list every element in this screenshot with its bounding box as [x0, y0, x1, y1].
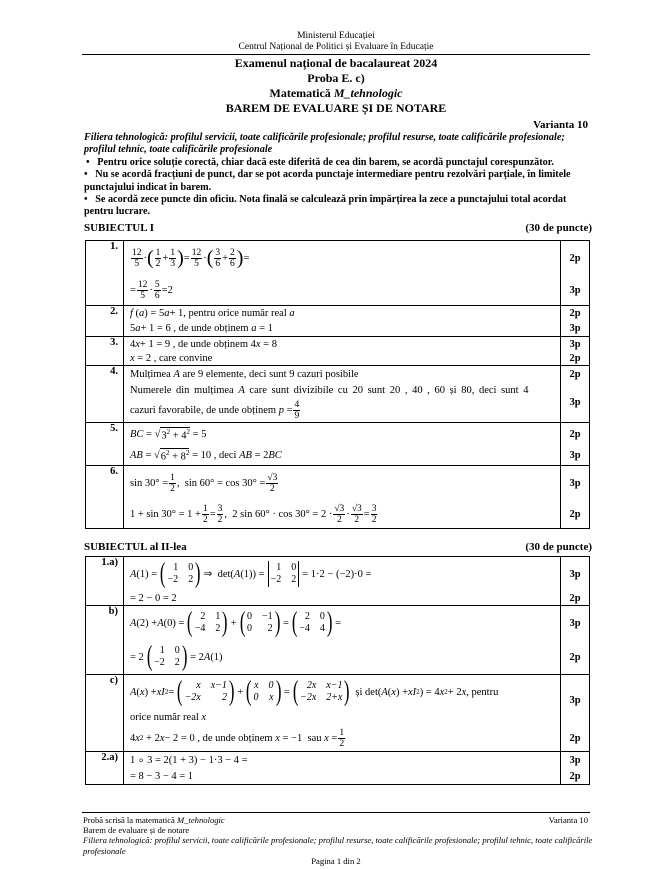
points-value: 2p: [569, 428, 581, 440]
footer-variant: Varianta 10: [548, 815, 588, 825]
item-number: 6.: [86, 466, 124, 529]
points-value: 3p: [569, 568, 581, 580]
points-value: 2p: [569, 252, 581, 264]
points-value: 2p: [569, 368, 581, 380]
subject-prefix: Matematică: [269, 86, 334, 100]
points-cell: [561, 675, 590, 752]
footer-line-2: Barem de evaluare și de notare: [83, 825, 190, 835]
subject-2-points: (30 de puncte): [525, 541, 592, 553]
points-cell: [561, 337, 590, 366]
solution-line: = 2 ( 1 0 −2 2 ) = 2 A (1): [130, 641, 223, 672]
points-cell: [561, 466, 590, 529]
variant-label: Varianta 10: [533, 119, 588, 131]
bullet-3: • Se acordă zece puncte din oficiu. Nota finală se calculează prin împărțirea la zece a punctajului total acordat pentru lucrare.: [84, 194, 567, 218]
item-solution: [124, 606, 561, 675]
solution-line: sin 30° = $\frac{1}{2}$ , sin 60° = cos 30° = $\frac{√3}{2}$: [130, 472, 278, 494]
exam-title: Examenul național de bacalaureat 2024: [234, 56, 438, 70]
points-value: 2p: [569, 352, 581, 364]
table-row: [86, 752, 590, 785]
solution-line: 1 ∘ 3 = 2(1 + 3) − 1·3 − 4 =: [130, 755, 248, 766]
item-solution: [124, 241, 561, 306]
barem-title: BAREM DE EVALUARE ȘI DE NOTARE: [225, 101, 447, 115]
table-row: [86, 306, 590, 337]
table-row: [86, 557, 590, 606]
subject-title: [82, 86, 590, 101]
item-solution: [124, 337, 561, 366]
bullet-2-text: Nu se acordă fracțiuni de punct, dar se pot acorda punctaje intermediare pentru rezolvări parțiale, în limitele punctajului indicat în barem.: [84, 169, 571, 193]
solution-line: AB = √ $6^2 + 8^2$ = 10 , deci AB = 2 BC: [130, 448, 282, 463]
subject-italic: M_tehnologic: [333, 86, 403, 100]
table-row: [86, 366, 590, 423]
item-number: b): [86, 606, 124, 675]
item-number: 4.: [86, 366, 124, 423]
filiera-text: Filiera tehnologică: profilul servicii, toate calificările profesionale; profilul resurse, toate calificările profesionale; profilul tehnic, toate calificările profesionale: [84, 132, 565, 156]
points-value: 3p: [569, 477, 581, 489]
points-value: 3p: [569, 396, 581, 408]
solution-line: = 8 − 3 − 4 = 1: [130, 770, 194, 782]
solution-line: = 2 − 0 = 2: [130, 592, 177, 604]
footer-italic: M_tehnologic: [177, 815, 225, 825]
page-number: Pagina 1 din 2: [311, 856, 361, 866]
solution-line: Numerele din mulțimea A care sunt divizibile cu 20 sunt 20 , 40 , 60 și 80, deci sunt 4: [130, 384, 529, 396]
points-value: 3p: [569, 449, 581, 461]
solution-line: cazuri favorabile, de unde obținem p = $\frac{4}{9}$: [130, 399, 300, 421]
points-value: 3p: [569, 284, 581, 296]
item-solution: [124, 366, 561, 423]
ministry-name: Ministerul Educației: [297, 31, 375, 41]
points-value: 2p: [569, 732, 581, 744]
points-value: 2p: [569, 308, 581, 319]
subject-1-table: [85, 240, 590, 529]
bullet-3-text: Se acordă zece puncte din oficiu. Nota finală se calculează prin împărțirea la zece a punctajului total acordat pentru lucrare.: [84, 194, 567, 218]
table-row: [86, 241, 590, 306]
solution-line: f ( a ) = 5 a + 1, pentru orice număr real a: [130, 308, 295, 319]
item-number: c): [86, 675, 124, 752]
solution-line: BC = √ $3^2 + 4^2$ = 5: [130, 427, 207, 442]
item-number: 2.a): [86, 752, 124, 785]
table-row: [86, 466, 590, 529]
item-solution: [124, 557, 561, 606]
subject-1-points: (30 de puncte): [525, 222, 592, 234]
bullet-1-text: Pentru orice soluție corectă, chiar dacă este diferită de cea din barem, se acordă punctajul corespunzător.: [97, 156, 554, 168]
item-number: 5.: [86, 423, 124, 466]
solution-line: 4 x 2 + 2 x − 2 = 0 , de unde obținem x = −1 sau x = $\frac{1}{2}$: [130, 727, 345, 749]
points-cell: [561, 557, 590, 606]
item-solution: [124, 752, 561, 785]
table-row: [86, 337, 590, 366]
points-value: 2p: [569, 508, 581, 520]
bullet-2: • Nu se acordă fracțiuni de punct, dar se pot acorda punctaje intermediare pentru rezolvări parțiale, în limitele punctajului indicat în barem.: [84, 169, 571, 193]
footer-line-3: Filiera tehnologică: profilul servicii, toate calificările profesionale; profilul resurse, toate calificările profesionale; profilul tehnic, toate calificările profesionale: [83, 835, 593, 856]
points-cell: [561, 306, 590, 337]
points-value: 2p: [569, 651, 581, 663]
header-divider: [82, 54, 590, 55]
table-row: [86, 606, 590, 675]
points-cell: [561, 752, 590, 785]
table-row: [86, 675, 590, 752]
item-solution: [124, 466, 561, 529]
intro-block: [84, 132, 594, 219]
points-value: 3p: [569, 338, 581, 350]
solution-line: x = 2 , care convine: [130, 352, 213, 364]
item-number: 3.: [86, 337, 124, 366]
solution-line: Mulțimea A are 9 elemente, deci sunt 9 cazuri posibile: [130, 368, 359, 380]
solution-line: A (1) = ( 1 0 −2 2 ) ⇒ det( A (1)) = 1 0 −2 2 = 1·2 − (−2)·0 =: [130, 558, 372, 589]
subject-2-table: [85, 556, 590, 785]
item-solution: [124, 423, 561, 466]
points-value: 3p: [569, 323, 581, 334]
bullet-1: • Pentru orice soluție corectă, chiar dacă este diferită de cea din barem, se acordă punctajul corespunzător.: [86, 156, 554, 168]
points-cell: [561, 423, 590, 466]
item-number: 1.: [86, 241, 124, 306]
solution-line: $\frac{12}{5}$ · ( $\frac{1}{2}$ + $\frac{1}{3}$ ) = $\frac{12}{5}$ · ( $\frac{3}{6}$ + $\frac{2}{6}$ ) =: [132, 246, 250, 269]
solution-line: A (2) + A (0) = ( 2 1 −4 2 ) + ( 0 −1 0 2 ) = ( 2 0 −4 4 ) =: [130, 607, 342, 638]
points-value: 2p: [569, 592, 581, 604]
footer-prefix: Probă scrisă la matematică: [83, 815, 178, 825]
points-cell: [561, 241, 590, 306]
solution-line: A ( x ) + xI 2 = ( x x−1 −2x 2 ) + ( x 0 0 x ) = ( 2x x−1 −2x 2+x ) și det( A ( x ) + xI 2 ) = 4 x 2 + 2 x , pentru: [130, 676, 499, 707]
points-value: 3p: [569, 617, 581, 629]
solution-line: orice număr real x: [130, 711, 207, 723]
solution-line: 4 x + 1 = 9 , de unde obținem 4 x = 8: [130, 338, 277, 350]
item-number: 1.a): [86, 557, 124, 606]
footer-line-1: [83, 815, 225, 826]
points-value: 3p: [569, 754, 581, 766]
solution-line: 5 a + 1 = 6 , de unde obținem a = 1: [130, 323, 273, 334]
subject-2-title: SUBIECTUL al II-lea: [84, 541, 187, 553]
points-value: 2p: [569, 770, 581, 782]
item-solution: [124, 306, 561, 337]
points-cell: [561, 606, 590, 675]
solution-line: 1 + sin 30° = 1 + $\frac{1}{2}$ = $\frac{3}{2}$ , 2 sin 60° · cos 30° = 2 · $\frac{√3}{2}$ · $\frac{√3}{2}$ = $\frac{3}{2}$: [130, 503, 377, 525]
item-number: 2.: [86, 306, 124, 337]
solution-line: = $\frac{12}{5}$ · $\frac{5}{6}$ =2: [130, 279, 173, 301]
proba-title: Proba E. c): [307, 71, 365, 85]
points-cell: [561, 366, 590, 423]
points-value: 3p: [569, 694, 581, 706]
center-name: Centrul Național de Politici și Evaluare în Educație: [238, 42, 434, 52]
item-solution: [124, 675, 561, 752]
table-row: [86, 423, 590, 466]
footer-divider: [82, 812, 590, 813]
subject-1-title: SUBIECTUL I: [84, 222, 155, 234]
